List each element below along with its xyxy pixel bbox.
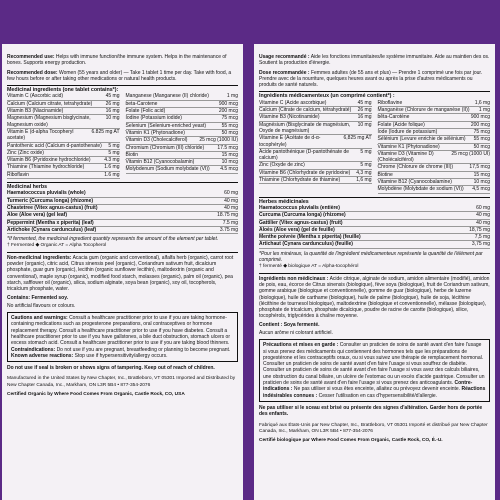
ingredient-name: Curcuma (Curcuma longa) (rhizome) <box>259 212 346 219</box>
ingredient-amount: 1,6 mg <box>474 99 490 106</box>
ingredient-row <box>7 108 120 115</box>
ingredient-name: Turmeric (Curcuma longa) (rhizome) <box>7 197 94 204</box>
ingredient-name: Magnésium (Bisglycinate de magnésium, Oxyde de magnésium) <box>259 121 351 134</box>
ingredient-row <box>126 130 239 137</box>
ingredient-amount: 4,5 mcg <box>472 186 490 193</box>
cautions-label: Précautions et mises en garde : <box>263 342 339 349</box>
ingredient-name: Riboflavine <box>377 99 403 106</box>
ingredient-row <box>259 122 372 136</box>
seal-warning: Ne pas utiliser si le sceau est brisé ou présente des signes d'altération. Garder hors de portée des enfants. <box>259 404 483 418</box>
recommended-dose-text: Femmes adultes (de 55 ans et plus) — Prendre 1 comprimé une fois par jour. Prendre avec de la nourriture, quelques heures avant ou après la prise d'autres médicaments ou produits de santé naturels. <box>259 69 483 89</box>
cautions-label: Cautions and warnings: <box>11 315 68 322</box>
ingredient-amount: 40 mg <box>476 212 490 219</box>
ingredient-amount: 26 mg <box>105 100 120 107</box>
ingredient-amount: 60 mg <box>476 204 490 211</box>
ingredient-amount: 900 mcg <box>470 114 490 121</box>
ingredient-name: Calcium (Citrate de calcium, tétrahydraté) <box>259 107 352 114</box>
ingredient-amount: 200 mcg <box>218 108 238 115</box>
ingredient-row <box>7 227 238 234</box>
ingredient-row <box>126 166 239 173</box>
ingredient-name: Zinc (Oxyde de zinc) <box>259 162 305 169</box>
ingredient-amount: 50 mcg <box>221 129 238 136</box>
ingredient-name: Vitamine E (Acétate de d-α-tocophéryle) <box>259 135 321 148</box>
medicinal-herbs-header: Herbes médicinales <box>259 197 490 205</box>
no-artificial-statement: Aucun arôme ni colorant artificiel. <box>259 329 333 336</box>
ingredient-row <box>378 100 491 107</box>
ingredient-row <box>378 151 491 165</box>
ingredient-row <box>126 101 239 108</box>
ingredient-row <box>126 123 239 130</box>
ingredient-amount: 55 mcg <box>221 122 238 129</box>
non-medicinal-text: Acacia gum (organic and conventional), alfalfa herb (organic), carrot root powder (organic), citric acid, Citrus sinensis peel (organic), Coriandrum sativum fruit, dicalcium phosphate, guar gum (organic), lecithin (organic sunflower lecithin), maltodextrin (organic and conventional), maple syrup (organic), modified food starch, molasses (organic), palm oil (organic), pea starch, safflower oil (organic), silica, sodium alginate, soya bean (organic), soy oil, tocopherols, tricalcium phosphate, water. <box>7 254 234 293</box>
ingredient-amount: 60 mg <box>224 190 238 197</box>
ingredient-row <box>7 157 120 164</box>
ingredient-row <box>259 100 372 107</box>
ingredient-amount: 1 mg <box>226 93 238 100</box>
ingredient-amount: 5 mg <box>108 142 120 149</box>
ingredient-row <box>126 93 239 100</box>
legend: † fermenté ◆ biologique AT = Alpha-tocophérol <box>259 264 359 270</box>
footnote: *If fermented, the medicinal ingredient quantity represents the amount of the element per tablet. <box>7 236 219 243</box>
ingredient-name: Artichaut (Cynara cardunculus) (feuille) <box>259 241 353 248</box>
ingredient-row <box>259 149 372 163</box>
ingredient-amount: 45 mg <box>357 99 372 106</box>
ingredient-name: Thiamine (Thiamine hydrochloride) <box>7 164 85 171</box>
ingredient-amount: 16 mg <box>357 114 372 121</box>
ingredient-name: Vitamin E (d-alpha Tocopheryl acetate) <box>7 128 74 142</box>
ingredient-row <box>7 212 238 219</box>
ingredient-row <box>126 115 239 122</box>
ingredient-name: Gattilier (Vitex agnus-castus) (fruit) <box>259 219 343 226</box>
medicinal-ingredients-header: Ingrédients médicamenteux (un comprimé contient*) : <box>259 91 490 99</box>
ingredient-row <box>259 234 490 241</box>
ingredient-row <box>378 114 491 121</box>
ingredient-amount: 10 mcg <box>221 159 238 166</box>
ingredient-row <box>378 164 491 171</box>
ingredient-amount: 7,5 mg <box>474 234 490 241</box>
medicinal-herbs-list <box>7 190 238 234</box>
ingredient-amount: 6.825 mg AT <box>91 128 120 135</box>
cautions-box <box>259 339 490 402</box>
ingredient-row <box>378 136 491 143</box>
organic-certification: Certified Organic by Where Food Comes From Organic, Castle Rock, CO, USA <box>7 392 185 398</box>
no-artificial-statement: No artificial flavours or colours. <box>7 302 76 309</box>
ingredient-name: Haematococcus pluvialis (entière) <box>259 204 340 211</box>
ingredient-amount: 50 mcg <box>473 143 490 150</box>
ingredient-amount: 5 mg <box>360 148 372 155</box>
divider <box>7 252 238 253</box>
ingredients-column-1 <box>259 100 372 194</box>
ingredient-row <box>7 205 238 212</box>
medicinal-ingredients-table <box>7 93 238 179</box>
ingredient-row <box>126 145 239 152</box>
ingredient-row <box>7 164 120 171</box>
ingredient-amount: 5 mg <box>108 149 120 156</box>
ingredient-row <box>259 205 490 212</box>
ingredient-row <box>378 129 491 136</box>
ingredient-row <box>378 144 491 151</box>
manufacturer-info: Manufactured in the United States by New Chapter, Inc., Brattleboro, VT 05301 Imported and Distributed by New Chapter Canada, Inc., Markham, ON L3R 5B4 • 877-354-2076 <box>7 376 236 388</box>
ingredient-amount: 17,5 mcg <box>469 164 490 171</box>
recommended-dose-label: Recommended dose: <box>7 69 58 76</box>
ingredient-name: Iode (Iodure de potassium) <box>377 128 438 135</box>
ingredient-name: Chastetree (Vitex agnus-castus) (fruit) <box>7 204 98 211</box>
ingredient-amount: 10 mg <box>357 121 372 128</box>
ingredient-name: Aloe (Aloe vera) (gel leaf) <box>7 212 68 219</box>
ingredient-name: Molybdenum (Sodium molybdate (VI)) <box>125 166 210 173</box>
ingredient-name: Vitamine C (Acide ascorbique) <box>259 99 327 106</box>
ingredient-amount: 10 mcg <box>473 179 490 186</box>
medicinal-herbs-list <box>259 205 490 249</box>
ingredient-amount: 1.6 mg <box>104 171 120 178</box>
ingredients-column-2 <box>378 100 491 194</box>
ingredient-row <box>378 172 491 179</box>
contains-statement: Contains: Fermented soy. <box>7 294 69 301</box>
recommended-use <box>259 54 490 67</box>
ingredient-name: Vitamin B3 (Niacinamide) <box>7 108 64 115</box>
ingredient-row <box>7 93 120 100</box>
recommended-dose <box>259 70 490 89</box>
ingredient-name: Folate (Folic acid) <box>125 108 166 115</box>
ingredient-name: Artichoke (Cynara cardunculus) (leaf) <box>7 226 97 233</box>
ingredient-amount: 900 mcg <box>218 100 238 107</box>
ingredient-name: Aloès (Aloe vera) (gel de feuille) <box>259 226 335 233</box>
ingredient-row <box>7 129 120 143</box>
contraindications-text: Ne pas utiliser si vous êtes enceinte, allaitez ou prévoyez devenir enceinte. <box>293 386 461 393</box>
ingredient-amount: 200 mcg <box>470 121 490 128</box>
ingredient-amount: 16 mg <box>105 108 120 115</box>
ingredient-amount: 45 mg <box>105 93 120 100</box>
adverse-reactions-label: Known adverse reactions: <box>11 352 74 359</box>
organic-certification: Certifié biologique par Where Food Comes From Organic, Castle Rock, CO, É.-U. <box>259 438 443 444</box>
ingredient-amount: 25 mcg (1000 UI) <box>451 150 490 157</box>
ingredient-row <box>259 177 372 184</box>
ingredient-amount: 15 mcg <box>221 151 238 158</box>
contraindications-label: Contre-indications : <box>263 380 473 393</box>
adverse-reactions-text: Stop use if hypersensitivity/allergy occurs. <box>74 352 168 359</box>
ingredient-name: Zinc (Zinc oxide) <box>7 149 44 156</box>
ingredient-row <box>7 150 120 157</box>
non-medicinal-ingredients <box>7 255 238 293</box>
recommended-use-text: Helps with immune function/the immune system. Helps in the maintenance of bones. Supports energy production. <box>7 54 227 67</box>
ingredient-name: Folate (Acide folique) <box>377 121 425 128</box>
ingredient-amount: 40 mg <box>224 197 238 204</box>
ingredient-name: Vitamin B6 (Pyridoxine hydrochloride) <box>7 157 91 164</box>
ingredient-row <box>7 172 120 179</box>
ingredient-name: Thiamine (Chlorhydrate de thiamine) <box>259 177 341 184</box>
ingredient-row <box>259 114 372 121</box>
ingredient-amount: 55 mcg <box>473 136 490 143</box>
ingredient-name: Magnesium (Magnesium bisglycinate, Magnesium oxide) <box>7 115 91 128</box>
seal-warning: Do not use if seal is broken or shows signs of tampering. Keep out of reach of children. <box>7 365 215 372</box>
ingredient-amount: 6,825 mg AT <box>343 135 372 142</box>
ingredient-name: Calcium (Calcium citrate, tetrahydrate) <box>7 100 93 107</box>
ingredient-name: Menthe poivrée (Mentha x piperita) (feuille) <box>259 234 361 241</box>
ingredient-row <box>7 220 238 227</box>
ingredient-row <box>7 198 238 205</box>
ingredient-name: beta-Carotene <box>125 100 158 107</box>
ingredient-name: Vitamin B12 (Cyanocobalamin) <box>125 159 195 166</box>
ingredient-amount: 4,3 mg <box>356 169 372 176</box>
ingredient-amount: 75 mcg <box>221 115 238 122</box>
ingredient-amount: 17.5 mcg <box>217 144 238 151</box>
ingredient-amount: 4.5 mcg <box>220 166 238 173</box>
ingredients-column-1 <box>7 93 120 179</box>
ingredient-name: Vitamine B6 (Chlorhydrate de pyridoxine) <box>259 169 351 176</box>
ingredient-amount: 5 mg <box>360 162 372 169</box>
contraindications-text: Do not use if you are pregnant, breastfeeding or planning to become pregnant. <box>56 346 231 353</box>
ingredient-amount: 15 mcg <box>473 171 490 178</box>
footnote: *Pour les minéraux, la quantité de l'ingrédient médicamenteux représente la quantité de l'élément par comprimé. <box>259 250 483 264</box>
ingredient-row <box>126 108 239 115</box>
ingredient-amount: 3,75 mg <box>471 241 490 248</box>
ingredient-row <box>259 162 372 169</box>
recommended-use-label: Recommended use: <box>7 54 55 60</box>
cautions-text: Consulter un praticien de soins de santé avant d'en faire l'usage si vous prenez des médicaments qui contiennent des hormones tels que les préparations de progestérone et les contraceptifs oraux, ou si vous suivez une thérapie de remplacement hormonal. Consulter un praticien de soins de santé avant d'en faire l'usage si vous souffrez de diabète. Consulter un praticien de soins de santé avant d'en faire l'usage si vous avez des calculs biliaires, une obstruction du canal biliaire, un ulcère de l'estomac ou un excès d'acide gastrique. Consulter un praticien de soins de santé avant d'en faire l'usage si vous prenez des anticoagulants. <box>263 342 485 387</box>
ingredient-name: Vitamine D3 (Vitamine D) (Cholécalciférol) <box>377 150 434 164</box>
ingredient-row <box>7 190 238 197</box>
ingredient-amount: 18,75 mg <box>469 226 490 233</box>
english-label-panel <box>2 44 243 500</box>
legend: † Fermented ◆ Organic AT = Alpha Tocopherol <box>7 243 107 249</box>
ingredient-name: Molybdène (Molybdate de sodium (VI)) <box>377 186 464 193</box>
ingredient-name: bêta-Carotène <box>377 114 410 121</box>
ingredient-amount: 1,6 mg <box>356 177 372 184</box>
ingredient-name: Chrome (Chlorure de chrome (III)) <box>377 164 454 171</box>
ingredient-amount: 10 mg <box>105 115 120 122</box>
ingredient-amount: 4.3 mg <box>104 157 120 164</box>
contains-statement: Contient : Soya fermenté. <box>259 321 320 328</box>
ingredient-name: Manganese (Manganese (II) chloride) <box>125 93 209 100</box>
ingredients-column-2 <box>126 93 239 179</box>
recommended-use-label: Usage recommandé : <box>259 54 310 60</box>
ingredient-amount: 1.6 mg <box>104 164 120 171</box>
recommended-use <box>7 54 238 67</box>
ingredient-name: Vitamine B12 (Cyanocobalamine) <box>377 179 452 186</box>
recommended-dose-label: Dose recommandée : <box>259 69 310 76</box>
recommended-use-text: Aide les fonctions immunitaires/le système immunitaire. Aide au maintien des os. Soutient la production d'énergie. <box>259 54 490 67</box>
ingredient-row <box>259 170 372 177</box>
ingredient-row <box>378 122 491 129</box>
ingredient-name: Acide pantothénique (D-pantothénate de calcium) <box>259 148 350 162</box>
panel-divider <box>245 44 252 500</box>
ingredient-row <box>7 143 120 150</box>
non-medicinal-ingredients <box>259 276 490 320</box>
ingredient-name: Biotine <box>377 171 393 178</box>
french-label-panel <box>254 44 495 500</box>
divider <box>259 273 490 274</box>
ingredient-row <box>7 115 120 129</box>
cautions-box <box>7 312 238 362</box>
ingredient-amount: 26 mg <box>357 107 372 114</box>
ingredient-name: Vitamin D3 (Cholecalciferol) <box>125 137 188 144</box>
recommended-dose-text: Women (55 years and older) — Take 1 tablet 1 time per day. Take with food, a few hours before or after taking other medications or natural health products. <box>7 69 232 82</box>
ingredient-name: Peppermint (Mentha x piperita) (leaf) <box>7 219 94 226</box>
ingredient-amount: 1 mg <box>478 107 490 114</box>
ingredient-row <box>126 159 239 166</box>
ingredient-name: Selenium (Selenium-enriched yeast) <box>125 122 207 129</box>
non-medicinal-text: Acide citrique, alginate de sodium, amidon alimentaire (modifié), amidon de pois, eau, écorce de Citrus sinensis (biologique), fève soya (biologique), fruit de Coriandrum sativum, gomme arabique (biologique et conventionnelle), gomme de guar (biologique), herbe de luzerne (biologique), huile de carthame (biologique), huile de palme (biologique), huile de soja, lécithine (lécithine de tournesol biologique), maltodextrine (biologique et conventionnelle), mélasse (biologique), phosphate de tricalcium, phosphate dicalcique, poudre de racine de carotte (biologique), silice, tocophérols, triglycérides à chaîne moyenne. <box>259 275 490 320</box>
contraindications-label: Contraindications: <box>11 346 56 353</box>
ingredient-amount: 7.5 mg <box>222 219 238 226</box>
ingredient-name: Biotin <box>125 151 139 158</box>
ingredient-row <box>259 107 372 114</box>
ingredient-row <box>378 186 491 193</box>
recommended-dose <box>7 70 238 83</box>
ingredient-amount: 40 mg <box>224 204 238 211</box>
adverse-reactions-text: Cesser l'utilisation en cas d'hypersensibilité/d'allergie. <box>318 392 438 399</box>
ingredient-row <box>259 227 490 234</box>
ingredient-row <box>259 241 490 248</box>
ingredient-name: Riboflavin <box>7 171 29 178</box>
ingredient-amount: 40 mg <box>476 219 490 226</box>
ingredient-amount: 3.75 mg <box>219 226 238 233</box>
ingredient-row <box>378 107 491 114</box>
ingredient-name: Chromium (Chromium (III) chloride) <box>125 144 205 151</box>
ingredient-row <box>126 137 239 144</box>
medicinal-herbs-header: Medicinal herbs <box>7 182 238 190</box>
ingredient-name: Haematococcus pluvialis (whole) <box>7 190 86 197</box>
ingredient-row <box>259 135 372 149</box>
non-medicinal-label: Ingrédients non médicinaux : <box>259 275 329 282</box>
ingredient-amount: 75 mcg <box>473 128 490 135</box>
ingredient-name: Sélénium (Levure enrichie de sélénium) <box>377 136 466 143</box>
ingredient-name: Vitamine B3 (Nicotinamide) <box>259 114 320 121</box>
ingredient-row <box>7 101 120 108</box>
medicinal-ingredients-table <box>259 100 490 194</box>
ingredient-row <box>259 212 490 219</box>
ingredient-row <box>126 152 239 159</box>
ingredient-row <box>378 179 491 186</box>
ingredient-amount: 25 mcg (1000 IU) <box>199 137 238 144</box>
non-medicinal-label: Non-medicinal ingredients: <box>7 254 72 261</box>
ingredient-name: Vitamine K1 (Phytonadione) <box>377 143 440 150</box>
ingredient-name: Pantothenic acid (Calcium d-pantothenate) <box>7 142 102 149</box>
ingredient-name: Vitamin C (Ascorbic acid) <box>7 93 64 100</box>
cautions-text: Consult a healthcare practitioner prior to use if you are taking hormone-containing medications such as progesterone preparations, oral contraceptives or hormone replacement therapy. Consult a healthcare practitioner prior to use if you have diabetes. Consult a healthcare practitioner prior to use if you have gallstones, a bile duct obstruction, stomach ulcers or excess stomach acid. Consult a healthcare practitioner prior to use if you are taking blood thinners. <box>11 315 231 347</box>
manufacturer-info: Fabriqué aux États-Unis par New Chapter, Inc., Brattleboro, VT 05301 Importé et distribué par New Chapter Canada, Inc., Markham, ON L3R 5B4 • 877-354-2076 <box>259 422 488 434</box>
ingredient-name: Manganèse (Chlorure de manganèse (II)) <box>377 107 470 114</box>
medicinal-ingredients-header: Medicinal ingredients (one tablet contains*): <box>7 85 238 93</box>
ingredient-row <box>259 220 490 227</box>
ingredient-amount: 18.75 mg <box>217 212 238 219</box>
adverse-reactions-label: Réactions indésirables connues : <box>263 386 486 399</box>
ingredient-name: Iodine (Potassium iodide) <box>125 115 182 122</box>
ingredient-name: Vitamin K1 (Phytonadione) <box>125 129 185 136</box>
